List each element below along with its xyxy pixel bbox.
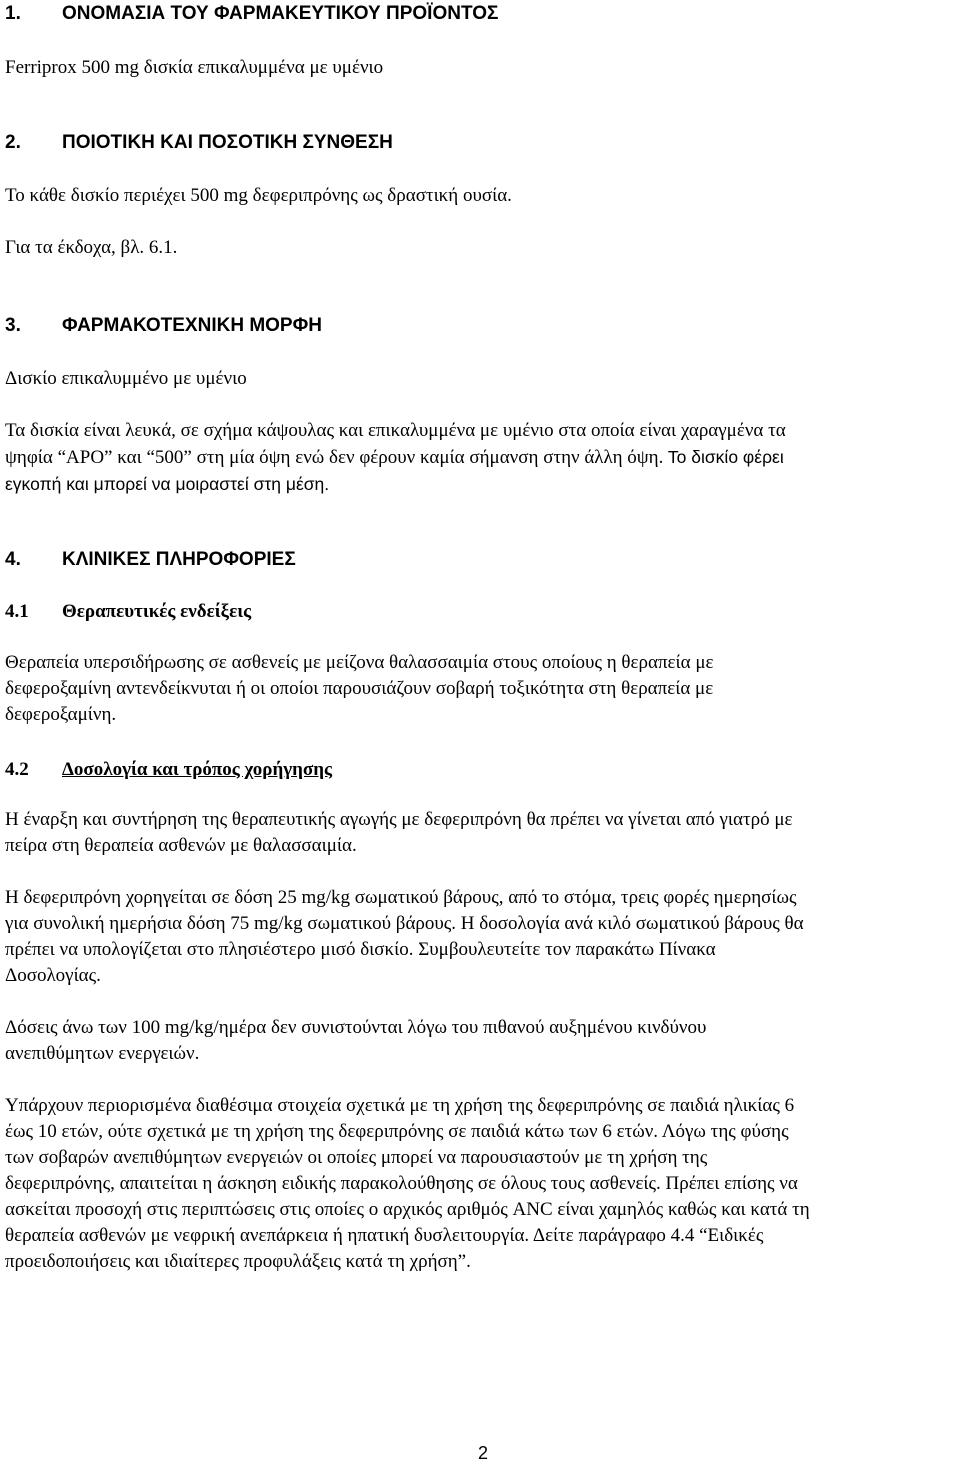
posology-line: Υπάρχουν περιορισμένα διαθέσιμα στοιχεία σχετικά με τη χρήση της δεφεριπρόνης σε παιδιά ηλικίας 6: [5, 1095, 795, 1116]
section-4-1-title: Θεραπευτικές ενδείξεις: [62, 601, 252, 622]
posology-line: για συνολική ημερήσια δόση 75 mg/kg σωματικού βάρους. Η δοσολογία ανά κιλό σωματικού βάρους θα: [5, 913, 804, 934]
tablet-description-segment: Το δισκίο φέρει: [663, 447, 784, 467]
posology-line: πείρα στη θεραπεία ασθενών με θαλασσαιμία.: [5, 835, 357, 856]
section-4-2-heading: [5, 757, 332, 783]
section-1-title: ΟΝΟΜΑΣΙΑ ΤΟΥ ΦΑΡΜΑΚΕΥΤΙΚΟΥ ΠΡΟΪΟΝΤΟΣ: [62, 3, 499, 24]
section-4-2-number: 4.2: [5, 759, 29, 780]
posology-line: δεφεριπρόνης, απαιτείται η άσκηση ειδικής παρακολούθησης σε όλους τους ασθενείς. Πρέπει επίσης να: [5, 1173, 798, 1194]
section-1-number: 1.: [5, 3, 21, 24]
section-4-number: 4.: [5, 549, 21, 570]
posology-paragraph-3: [5, 1015, 955, 1067]
indications-paragraph: [5, 650, 955, 728]
section-1-heading: [5, 1, 498, 27]
posology-line: Η έναρξη και συντήρηση της θεραπευτικής αγωγής με δεφεριπρόνη θα πρέπει να γίνεται από γιατρό με: [5, 809, 793, 830]
indications-line: Θεραπεία υπερσιδήρωσης σε ασθενείς με μείζονα θαλασσαιμία στους οποίους η θεραπεία με: [5, 652, 714, 673]
posology-line: Δόσεις άνω των 100 mg/kg/ημέρα δεν συνιστούνται λόγω του πιθανού αυξημένου κινδύνου: [5, 1017, 707, 1038]
posology-line: των σοβαρών ανεπιθύμητων ενεργειών οι οποίες μπορεί να παρουσιαστούν με τη χρήση της: [5, 1147, 708, 1168]
section-2-heading: [5, 130, 393, 156]
tablet-description-line: [5, 444, 955, 471]
dosage-form-text: Δισκίο επικαλυμμένο με υμένιο: [5, 368, 247, 389]
section-3-heading: [5, 313, 322, 339]
section-2-title: ΠΟΙΟΤΙΚΗ ΚΑΙ ΠΟΣΟΤΙΚΗ ΣΥΝΘΕΣΗ: [62, 132, 393, 153]
posology-paragraph-4: [5, 1093, 955, 1275]
section-4-2-title: Δοσολογία και τρόπος χορήγησης: [62, 759, 333, 780]
composition-text: Το κάθε δισκίο περιέχει 500 mg δεφεριπρόνης ως δραστική ουσία.: [5, 185, 512, 206]
posology-line: ανεπιθύμητων ενεργειών.: [5, 1043, 200, 1064]
indications-line: δεφεροξαμίνη αντενδείκνυται ή οι οποίοι παρουσιάζουν σοβαρή τοξικότητα στη θεραπεία με: [5, 678, 714, 699]
tablet-description-segment: ψηφία “APO” και “500” στη μία όψη ενώ δεν φέρουν καμία σήμανση στην άλλη όψη.: [5, 447, 664, 468]
indications-line: δεφεροξαμίνη.: [5, 704, 117, 725]
posology-line: έως 10 ετών, ούτε σχετικά με τη χρήση της δεφεριπρόνης σε παιδιά κάτω των 6 ετών. Λόγω της φύσης: [5, 1121, 789, 1142]
posology-line: Δοσολογίας.: [5, 965, 101, 986]
posology-paragraph-1: [5, 807, 955, 859]
section-2-number: 2.: [5, 132, 21, 153]
product-name: Ferriprox 500 mg δισκία επικαλυμμένα με υμένιο: [5, 57, 384, 78]
section-3-title: ΦΑΡΜΑΚΟΤΕΧΝΙΚΗ ΜΟΡΦΗ: [62, 315, 322, 336]
section-3-number: 3.: [5, 315, 21, 336]
posology-paragraph-2: [5, 885, 955, 989]
page-number: 2: [478, 1443, 489, 1463]
section-4-1-heading: [5, 599, 251, 625]
posology-line: Η δεφεριπρόνη χορηγείται σε δόση 25 mg/kg σωματικού βάρους, από το στόμα, τρεις φορές ημερησίως: [5, 887, 797, 908]
section-4-heading: [5, 547, 296, 573]
tablet-description: [5, 418, 955, 497]
posology-line: πρέπει να υπολογίζεται στο πλησιέστερο μισό δισκίο. Συμβουλευτείτε τον παρακάτω Πίνακα: [5, 939, 716, 960]
tablet-description-line: Τα δισκία είναι λευκά, σε σχήμα κάψουλας και επικαλυμμένα με υμένιο στα οποία είναι χαραγμένα τα: [5, 420, 786, 441]
excipients-text: Για τα έκδοχα, βλ. 6.1.: [5, 237, 178, 258]
posology-line: προειδοποιήσεις και ιδιαίτερες προφυλάξεις κατά τη χρήση”.: [5, 1251, 471, 1272]
section-4-title: ΚΛΙΝΙΚΕΣ ΠΛΗΡΟΦΟΡΙΕΣ: [62, 549, 296, 570]
section-4-1-number: 4.1: [5, 601, 29, 622]
posology-line: ασκείται προσοχή στις περιπτώσεις στις οποίες ο αρχικός αριθμός ANC είναι χαμηλός καθώς και κατά τη: [5, 1199, 810, 1220]
posology-line: θεραπεία ασθενών με νεφρική ανεπάρκεια ή ηπατική δυσλειτουργία. Δείτε παράγραφο 4.4 “Ειδικές: [5, 1225, 764, 1246]
tablet-description-line: εγκοπή και μπορεί να μοιραστεί στη μέση.: [5, 474, 330, 494]
